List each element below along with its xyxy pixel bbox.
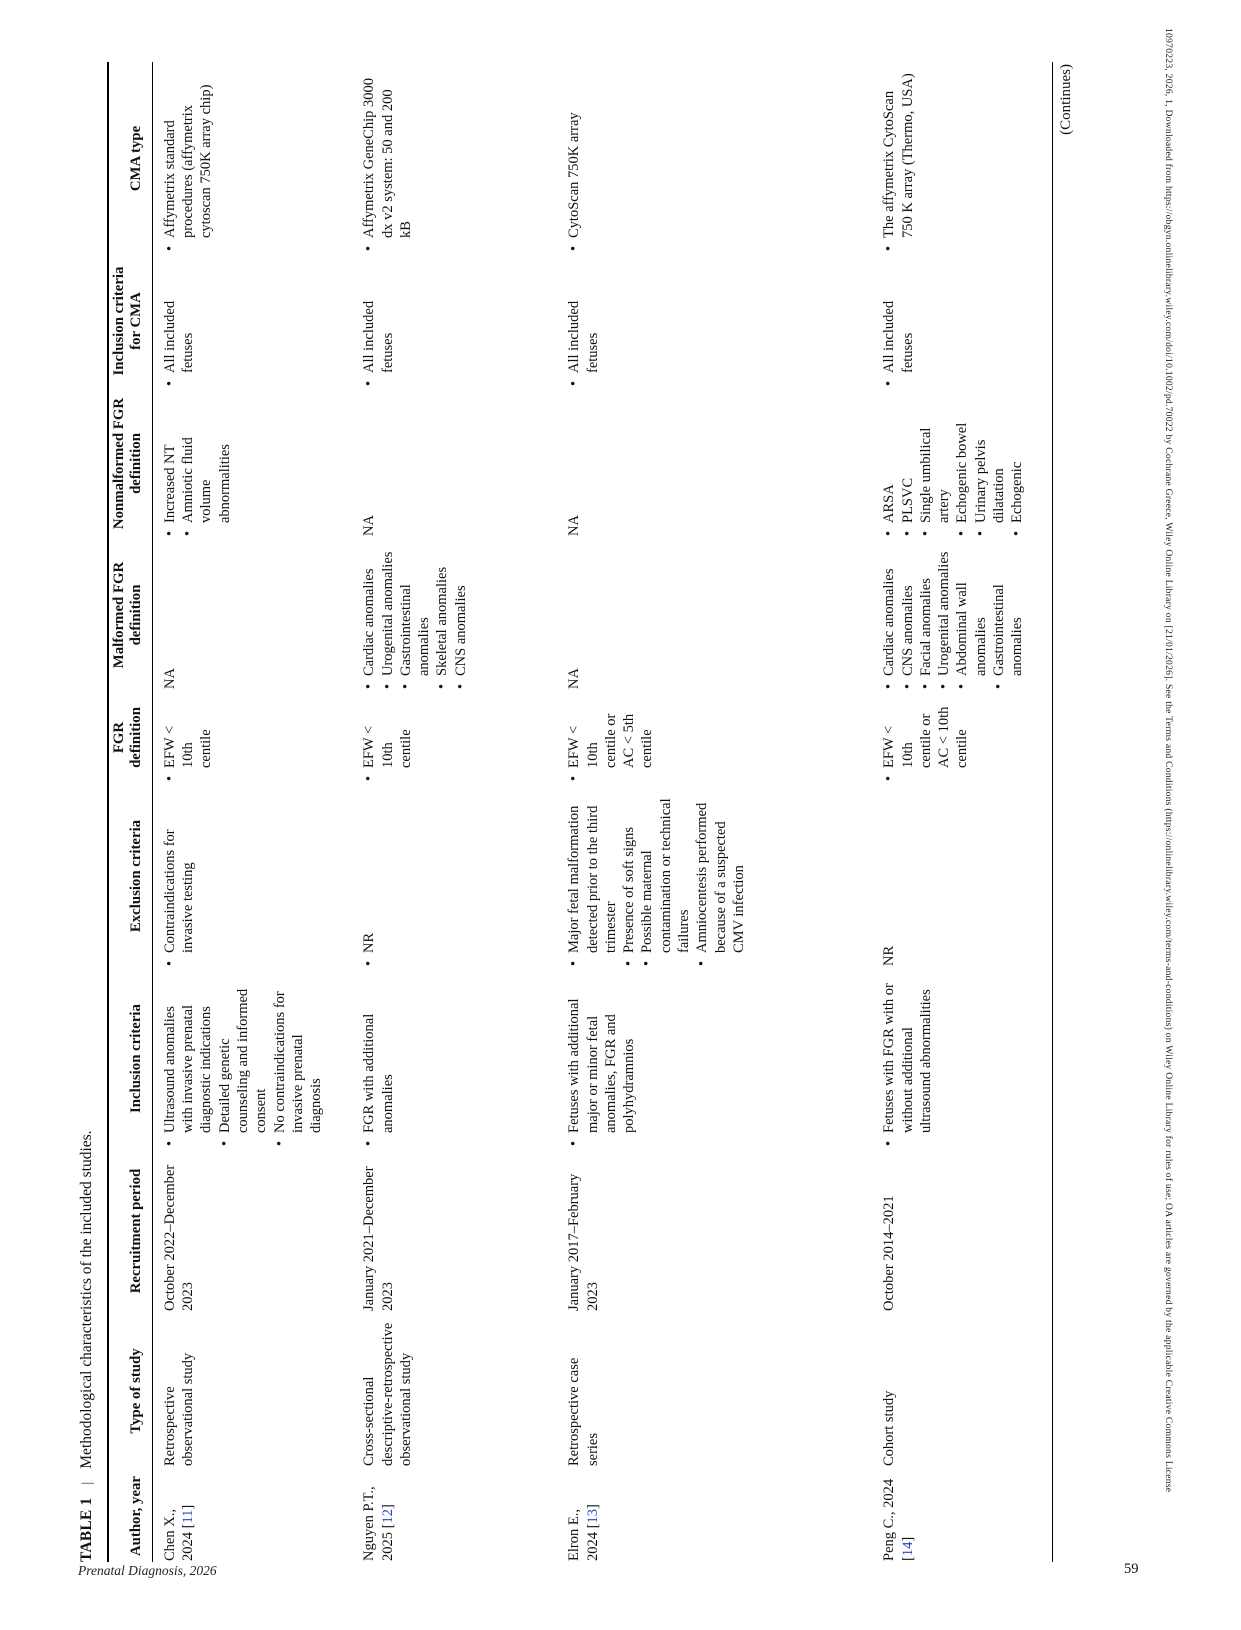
bullet-text: Gastrointestinal anomalies [397,584,433,676]
page-number: 59 [1124,1561,1139,1577]
bullet-item [935,547,953,689]
bullet-text: EFW < 10th centile or AC < 10th centile [881,706,971,768]
bullet-item [953,547,990,689]
cell-exclusion_criteria [557,782,872,967]
bullet-text: CNS anomalies [899,585,916,676]
cell-cma_type [352,62,557,252]
bullet-text: Facial anomalies [917,578,934,676]
bullet-icon: • [881,245,898,251]
bullet-icon: • [361,380,378,386]
bullet-item [953,397,971,536]
bullet-item [880,72,917,251]
author-text: Peng C., 2024 [14] [881,1478,916,1561]
bullet-text: All included fetuses [881,300,916,373]
bullet-item [271,977,326,1146]
bullet-item [917,547,935,689]
cell-exclusion_criteria [872,782,1052,967]
author-text: Chen X., 2024 [11] [161,1504,197,1561]
citation-link[interactable]: 13 [584,1509,601,1524]
cell-nonmalformed_fgr_definition [872,387,1052,537]
bullet-item [397,547,434,689]
column-header-exclusion_criteria: Exclusion criteria [108,782,152,967]
cell-type_of_study [352,1312,557,1467]
bullet-text: CytoScan 750K array [566,112,583,238]
bullet-item [880,977,935,1146]
bullet-item [880,547,898,689]
bullet-icon: • [639,960,656,966]
bullet-icon: • [161,530,178,536]
methodology-table [107,62,1053,1562]
bullet-icon: • [361,245,378,251]
continues-note: (Continues) [1057,64,1074,135]
bullet-icon: • [566,775,583,781]
bullet-item [360,72,415,251]
bullet-icon: • [1009,530,1026,536]
bullet-item [899,547,917,689]
bullet-icon: • [361,683,378,689]
bullet-item [638,792,693,966]
bullet-text: Detailed genetic counseling and informed consent [216,988,270,1133]
column-header-cma_type: CMA type [108,62,152,252]
table-row [557,62,872,1562]
cell-recruitment_period [152,1147,352,1312]
bullet-text: Contraindications for invasive testing [161,829,197,953]
cell-nonmalformed_fgr_definition [152,387,352,537]
bullet-item [880,262,917,386]
bullet-item [880,397,898,536]
bullet-text: Urinary pelvis dilatation [972,439,1007,523]
bullet-icon: • [361,1140,378,1146]
cell-text: Cohort study [881,1390,898,1466]
cell-text: Retrospective case series [566,1357,601,1466]
bullet-text: Echogenic [1009,461,1026,523]
rotated-table-area [78,62,1075,1562]
bullet-icon: • [452,683,469,689]
cell-text: October 2022–December 2023 [161,1164,197,1311]
citation-link[interactable]: 11 [180,1509,197,1524]
cell-fgr_definition [152,690,352,782]
cell-fgr_definition [872,690,1052,782]
bullet-item [433,547,451,689]
cell-cma_type [152,62,352,252]
column-header-inclusion_criteria_for_cma: Inclusion criteria for CMA [108,252,152,387]
bullet-text: Ultrasound anomalies with invasive prenatal diagnostic indications [161,1004,215,1133]
bullet-text: Single umbilical artery [917,427,953,523]
cell-text: Cross-sectional descriptive-retrospective observational study [361,1322,414,1466]
caption-separator: | [80,1481,95,1485]
bullet-icon: • [161,775,178,781]
bullet-item [379,547,397,689]
cell-malformed_fgr_definition [872,537,1052,690]
bullet-item [880,700,971,781]
cell-text: October 2014–2021 [881,1195,898,1311]
bullet-item [565,262,602,386]
cell-malformed_fgr_definition [152,537,352,690]
header-row [108,62,152,1562]
bullet-icon: • [271,1140,288,1146]
bullet-item [565,792,620,966]
bullet-item [360,977,397,1146]
bullet-icon: • [917,683,934,689]
cell-malformed_fgr_definition [352,537,557,690]
bullet-item [161,72,216,251]
cell-inclusion_criteria_for_cma [352,252,557,387]
cell-text: January 2021–December 2023 [361,1166,396,1311]
bullet-text: CNS anomalies [452,585,469,676]
cell-text: NR [881,945,898,966]
bullet-item [1008,397,1026,536]
bullet-text: EFW < 10th centile or AC < 5th centile [566,713,656,768]
bullet-icon: • [161,380,178,386]
cell-text: NA [566,515,583,536]
bullet-item [179,397,234,536]
cell-nonmalformed_fgr_definition [557,387,872,537]
bullet-icon: • [361,960,378,966]
bullet-icon: • [881,380,898,386]
bullet-text: Amniocentesis performed because of a suspected CMV infection [694,802,747,953]
bullet-text: The affymetrix CytoScan 750 K array (Thermo, USA) [881,73,916,238]
cell-text: Retrospective observational study [161,1352,197,1466]
bullet-item [899,397,917,536]
bullet-text: Affymetrix GeneChip 3000 dx v2 system: 50 and 200 kB [361,77,414,238]
bullet-text: All included fetuses [566,300,601,373]
bullet-text: NR [361,932,378,953]
bullet-icon: • [881,683,898,689]
cell-text: January 2017–February 2023 [566,1173,601,1311]
bullet-icon: • [899,683,916,689]
cell-inclusion_criteria [352,967,557,1147]
bullet-text: Echogenic bowel [954,422,971,523]
cell-exclusion_criteria [352,782,557,967]
cell-inclusion_criteria_for_cma [557,252,872,387]
bullet-item [360,700,415,781]
cell-inclusion_criteria_for_cma [152,252,352,387]
bullet-text: Fetuses with additional major or minor fetal anomalies, FGR and polyhydramnios [566,998,638,1133]
bullet-icon: • [694,960,711,966]
column-header-author: Author, year [108,1467,152,1562]
cell-type_of_study [557,1312,872,1467]
bullet-icon: • [566,245,583,251]
bullet-item [565,700,656,781]
cell-text: NA [361,515,378,536]
column-header-type_of_study: Type of study [108,1312,152,1467]
journal-name-footer: Prenatal Diagnosis, 2026 [78,1563,217,1578]
table-caption [78,62,96,1562]
bullet-text: Affymetrix standard procedures (affymetrix cytoscan 750K array chip) [161,84,215,238]
bullet-icon: • [566,1140,583,1146]
citation-link[interactable]: 14 [899,1541,916,1557]
bullet-icon: • [566,380,583,386]
bullet-icon: • [434,683,451,689]
bullet-item [565,72,583,251]
bullet-text: Urogenital anomalies [936,551,953,676]
bullet-item [161,700,216,781]
bullet-text: All included fetuses [361,300,396,373]
bullet-icon: • [899,530,916,536]
bullet-item [620,792,638,966]
column-header-inclusion_criteria: Inclusion criteria [108,967,152,1147]
cell-recruitment_period [352,1147,557,1312]
bullet-item [452,547,470,689]
bullet-text: Amniotic fluid volume abnormalities [180,437,233,523]
caption-text: Methodological characteristics of the included studies. [78,1130,95,1469]
bullet-icon: • [161,245,178,251]
cell-text: NA [566,668,583,689]
bullet-text: Presence of soft signs [621,826,638,953]
cell-fgr_definition [557,690,872,782]
bullet-text: FGR with additional anomalies [361,1013,396,1133]
bullet-text: Major fetal malformation detected prior to the third trimester [566,805,619,953]
cell-nonmalformed_fgr_definition [352,387,557,537]
column-header-nonmalformed_fgr_definition: Nonmalformed FGR definition [108,387,152,537]
cell-exclusion_criteria [152,782,352,967]
bullet-icon: • [954,683,971,689]
bullet-text: Cardiac anomalies [361,568,378,676]
cell-inclusion_criteria_for_cma [872,252,1052,387]
bullet-icon: • [881,1140,898,1146]
cell-author [557,1467,872,1562]
bullet-text: Increased NT [161,444,178,523]
bullet-text: Cardiac anomalies [881,568,898,676]
column-header-fgr_definition: FGR definition [108,690,152,782]
table-row [352,62,557,1562]
bullet-text: No contraindications for invasive prenatal diagnosis [271,991,325,1133]
table-label: TABLE 1 [78,1497,95,1562]
rights-sidebar-text: 10970223, 2026, 1, Downloaded from https://obgyn.onlinelibrary.wiley.com/doi/10.1002/pd.70022 by Cochrane Greece, Wiley Online Library on [21/01/2026]. See the Terms and Conditions (https://onlinelibrary.wiley.com/terms-and-conditions) on Wiley Online Library for rules of use; OA articles are governed by the applicable Creative Commons License [1163,28,1174,1493]
column-header-recruitment_period: Recruitment period [108,1147,152,1312]
bullet-text: Skeletal anomalies [434,566,451,676]
cell-type_of_study [152,1312,352,1467]
cell-author [872,1467,1052,1562]
bullet-icon: • [954,530,971,536]
bullet-item [161,397,179,536]
cell-inclusion_criteria [557,967,872,1147]
bullet-icon: • [991,683,1007,689]
bullet-item [565,977,638,1146]
citation-link[interactable]: 12 [379,1509,396,1524]
bullet-icon: • [397,683,414,689]
author-text: Elron E., 2024 [13] [566,1504,601,1561]
bullet-item [972,397,1009,536]
cell-type_of_study [872,1312,1052,1467]
bullet-text: EFW < 10th centile [361,725,414,768]
bullet-text: Abdominal wall anomalies [954,582,989,676]
cell-cma_type [557,62,872,252]
table-row [152,62,352,1562]
bullet-text: All included fetuses [161,300,197,373]
bullet-icon: • [881,775,898,781]
bullet-icon: • [361,775,378,781]
bullet-text: Gastrointestinal anomalies [991,584,1026,676]
bullet-item [161,792,198,966]
bullet-icon: • [161,960,178,966]
bullet-icon: • [566,960,583,966]
bullet-icon: • [972,530,989,536]
bullet-item [990,547,1027,689]
bullet-text: ARSA [881,484,898,523]
cell-author [152,1467,352,1562]
bullet-item [360,262,397,386]
bullet-item [161,262,198,386]
bullet-item [693,792,748,966]
bullet-item [161,977,216,1146]
cell-fgr_definition [352,690,557,782]
cell-recruitment_period [872,1147,1052,1312]
cell-recruitment_period [557,1147,872,1312]
bullet-text: Fetuses with FGR with or without additional ultrasound abnormalities [881,983,934,1133]
cell-author [352,1467,557,1562]
cell-malformed_fgr_definition [557,537,872,690]
table-row [872,62,1052,1562]
bullet-icon: • [180,530,197,536]
bullet-icon: • [379,683,396,689]
bullet-item [360,792,378,966]
bullet-text: EFW < 10th centile [161,725,215,768]
bullet-item [216,977,271,1146]
cell-inclusion_criteria [872,967,1052,1147]
bullet-icon: • [881,530,898,536]
bullet-text: PLSVC [899,477,916,523]
bullet-icon: • [917,530,934,536]
bullet-icon: • [216,1140,233,1146]
bullet-icon: • [621,960,638,966]
column-header-malformed_fgr_definition: Malformed FGR definition [108,537,152,690]
cell-inclusion_criteria [152,967,352,1147]
bullet-item [917,397,954,536]
cell-text: NA [161,668,178,689]
author-text: Nguyen P.T., 2025 [12] [361,1486,396,1561]
bullet-icon: • [161,1140,178,1146]
bullet-text: Urogenital anomalies [379,551,396,676]
bullet-text: Possible maternal contamination or technical failures [639,798,692,953]
cell-cma_type [872,62,1052,252]
bullet-icon: • [936,683,953,689]
bullet-item [360,547,378,689]
